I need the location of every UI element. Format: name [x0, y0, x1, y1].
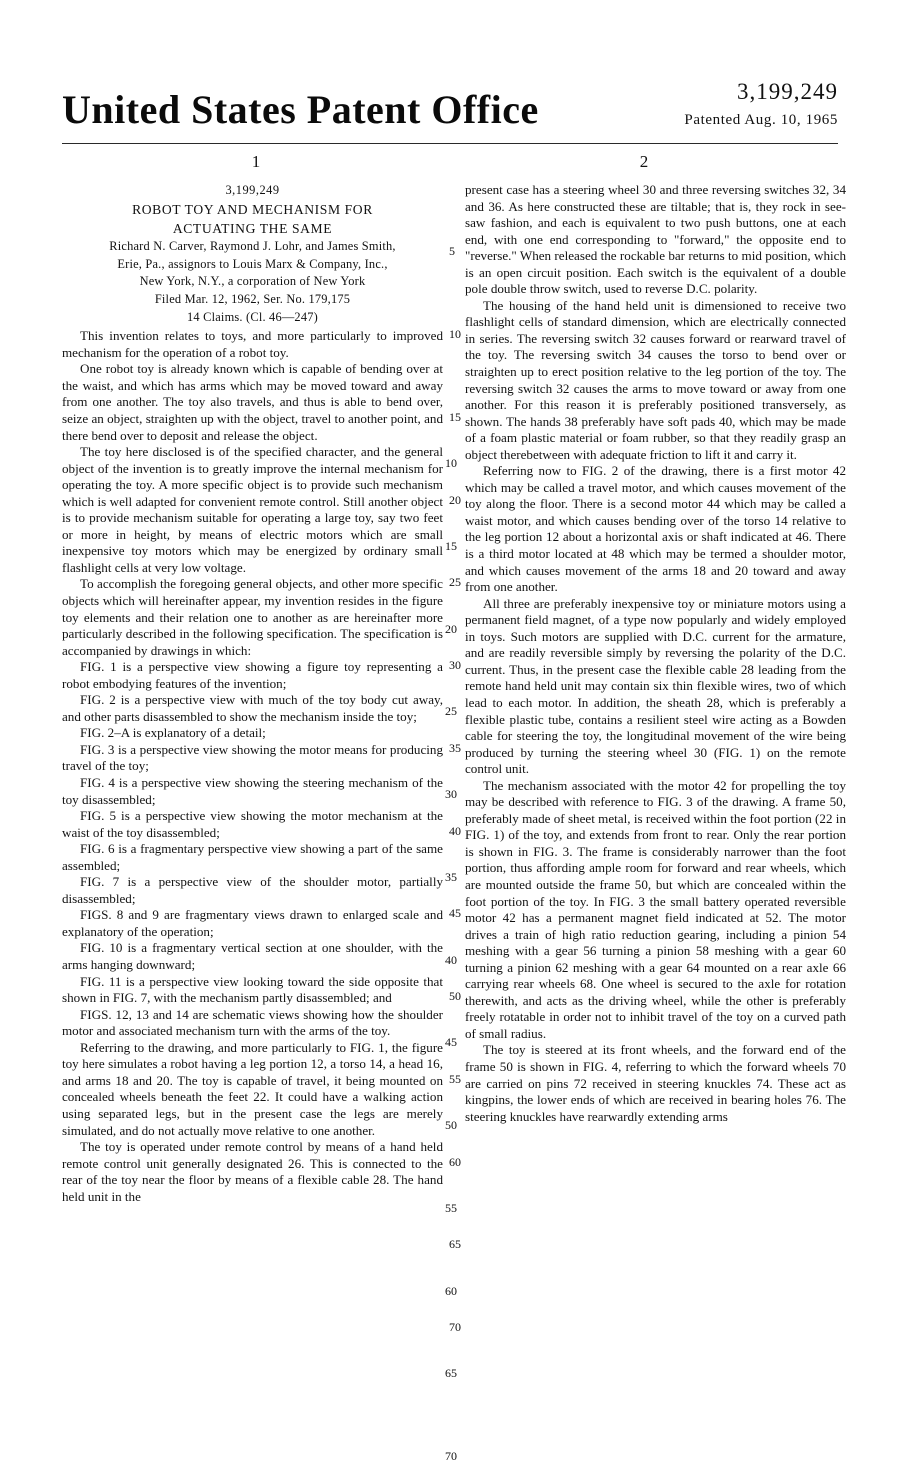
line-number: 45 — [449, 906, 461, 920]
paragraph: FIGS. 12, 13 and 14 are schematic views showing how the shoulder motor and associated mechanism turn with the arms of the toy. — [62, 1006, 443, 1039]
line-number: 60 — [445, 1284, 457, 1299]
line-number: 65 — [445, 1366, 457, 1381]
heading-number: 3,199,249 — [225, 183, 280, 197]
line-number: 55 — [449, 1072, 461, 1086]
paragraph: FIG. 1 is a perspective view showing a figure toy representing a robot embodying features of the invention; — [62, 659, 443, 691]
body-columns — [62, 182, 846, 1464]
line-number: 15 — [445, 539, 457, 554]
heading-title-line1: ROBOT TOY AND MECHANISM FOR — [132, 201, 373, 217]
heading-filed: Filed Mar. 12, 1962, Ser. No. 179,175 — [154, 292, 351, 307]
line-number: 40 — [449, 824, 461, 838]
heading-claims: 14 Claims. (Cl. 46—247) — [187, 309, 318, 324]
paragraph: FIG. 2–A is explanatory of a detail; — [80, 725, 266, 741]
heading-inventors-line2: Erie, Pa., assignors to Louis Marx & Company, Inc., — [117, 256, 388, 271]
line-number: 20 — [445, 622, 457, 637]
right-column-text — [449, 182, 846, 1334]
line-number: 25 — [445, 704, 457, 719]
line-number: 20 — [449, 493, 461, 507]
page-title: United States Patent Office — [62, 86, 539, 132]
paragraph: FIG. 2 is a perspective view with much of the toy body cut away, and other parts disassembled to show the mechanism inside the toy; — [62, 692, 443, 724]
column-number-left: 1 — [251, 152, 261, 171]
patent-number: 3,199,249 — [737, 79, 838, 104]
line-number: 70 — [449, 1320, 461, 1334]
line-number: 35 — [445, 870, 457, 885]
line-number: 25 — [449, 575, 461, 589]
paragraph: present case has a steering wheel 30 and three reversing switches 32, 34 and 36. As here constructed these are tiltable; that is, they rock in see-saw fashion, and each is equivalent to two push buttons, one at each end, with one end corresponding to "forward," the opposite end to "reverse." When released the rockable bar returns to mid position, which is an open circuit position. Each switch is the equivalent of a double pole double throw switch, used to reverse D.C. polarity. — [465, 182, 846, 297]
line-number: 50 — [445, 1118, 457, 1133]
line-number: 35 — [449, 741, 461, 755]
paragraph: FIG. 11 is a perspective view looking toward the side opposite that shown in FIG. 7, with the mechanism partly disassembled; and — [62, 973, 443, 1006]
paragraph: FIG. 7 is a perspective view of the shoulder motor, partially disassembled; — [62, 874, 443, 906]
paragraph: All three are preferably inexpensive toy or miniature motors using a permanent field magnet, of a type now popularly and widely employed in toys. Such motors are supplied with D.C. current for the armature, and are readily reversible simply by reversing the polarity of the D.C. current. Thus, in the present case the flexible cable 28 leading from the remote hand held unit may contain six thin flexible wires, two of which lead to each motor. In addition, the sheath 28, which is preferably a flexible plastic tube, contains a resilient steel wire acting as a Bowden cable for steering the toy, the longitudinal movement of the wire being produced by turning the steering wheel 30 (FIG. 1) on the remote control unit. — [465, 595, 846, 777]
paragraph: The toy here disclosed is of the specified character, and the general object of the invention is to greatly improve the internal mechanism for operating the toy. A more specific object is to provide such mechanism which is well adapted for convenient remote control. Still another object is to provide mechanism suitable for operating a large toy, say two feet or more in height, by means of electric motors which are small inexpensive toy motors which may be energized by ordinary small flashlight cells at very low voltage. — [62, 444, 443, 575]
paragraph: The housing of the hand held unit is dimensioned to receive two flashlight cells of standard dimension, which are electrically connected in series. The reversing switch 32 causes forward or rearward travel of the toy. The reversing switch 34 causes the torso to bend over or straighten up to erect position relative to the leg portion of the toy. The reversing switch 32 causes the arms to move toward or away from one another. For this reason it is preferably positioned transversely, as shown. The hands 38 preferably have soft pads 40, which may be made of a foam plastic material or foam rubber, so that they readily grasp an object therebetween with adequate friction to lift it and carry it. — [465, 297, 846, 462]
column-number-right: 2 — [639, 152, 649, 171]
paragraph: The toy is operated under remote control by means of a hand held remote control unit generally designated 26. This is connected to the rear of the toy near the floor by means of a flexible cable 28. The hand held unit in the — [62, 1139, 443, 1204]
paragraph: The mechanism associated with the motor 42 for propelling the toy may be described with reference to FIG. 3 of the drawing. A frame 50, preferably made of sheet metal, is received within the foot portion (22 in FIG. 1) of the toy, and extends from front to rear. Only the rear portion is shown in FIG. 3. The frame is considerably narrower than the foot portion, thus affording ample room for forward and rear wheels, which are mounted outside the frame 50, but which are concealed within the foot portion of the toy. In FIG. 3 the small battery operated reversible motor 42 has a permanent magnet field indicated at 52. The motor drives a train of high ratio reduction gearing, including a pinion 54 meshing with a gear 56 turning a pinion 58 meshing with a gear 60 turning a pinion 62 meshing with a gear 64 mounted on a rear axle 66 carrying rear wheels 68. One wheel is secured to the axle for rotation therewith, and acts as the driving wheel, while the other is preferably freely rotatable in order not to inhibit travel of the toy on a curved path of small radius. — [465, 777, 846, 1041]
column-left — [62, 182, 457, 1464]
left-column-text — [62, 328, 457, 1464]
heading-title-line2: ACTUATING THE SAME — [172, 220, 333, 236]
paragraph: The toy is steered at its front wheels, and the forward end of the frame 50 is shown in FIG. 4, referring to which the forward wheels 70 are carried on pins 72 received in steering knuckles 74. These act as kingpins, the lower ends of which are received in bearing holes 76. The steering knuckles have rearwardly extending arms — [465, 1042, 846, 1124]
paragraph: Referring now to FIG. 2 of the drawing, there is a first motor 42 which may be called a travel motor, and which causes movement of the toy along the floor. There is a second motor 44 which may be called a waist motor, and which causes bending over of the torso 14 relative to the leg portion 12 about a horizontal axis or shaft indicated at 46. There is a third motor located at 48 which may be termed a shoulder motor, and which causes movement of the arms 18 and 20 toward and away from one another. — [465, 463, 846, 595]
paragraph: FIG. 5 is a perspective view showing the motor mechanism at the waist of the toy disassembled; — [62, 808, 443, 840]
paragraph: FIG. 10 is a fragmentary vertical section at one shoulder, with the arms hanging downward; — [62, 940, 443, 973]
header-divider — [62, 143, 838, 144]
paragraph: FIG. 4 is a perspective view showing the steering mechanism of the toy disassembled; — [62, 775, 443, 807]
paragraph: FIGS. 8 and 9 are fragmentary views drawn to enlarged scale and explanatory of the operation; — [62, 907, 443, 939]
line-number: 30 — [449, 658, 461, 672]
line-number: 10 — [449, 327, 461, 341]
paragraph: One robot toy is already known which is capable of bending over at the waist, and which has arms which may be moved toward and away from one another. The toy also travels, and thus is able to bend over, seize an object, straighten up with the object, travel to another point, and there bend over to deposit and release the object. — [62, 361, 443, 443]
line-number: 5 — [449, 244, 455, 258]
paragraph: This invention relates to toys, and more particularly to improved mechanism for the operation of a robot toy. — [62, 328, 443, 360]
column-right — [449, 182, 846, 1334]
paragraph: FIG. 6 is a fragmentary perspective view showing a part of the same assembled; — [62, 841, 443, 873]
heading-inventors-line1: Richard N. Carver, Raymond J. Lohr, and James Smith, — [109, 239, 396, 254]
heading-inventors-line3: New York, N.Y., a corporation of New York — [139, 274, 366, 289]
column-numbers — [62, 152, 838, 172]
line-number: 15 — [449, 410, 461, 424]
patent-heading — [62, 182, 443, 326]
line-number: 70 — [445, 1449, 457, 1464]
line-number: 10 — [445, 456, 457, 471]
line-number: 55 — [445, 1201, 457, 1216]
line-number: 60 — [449, 1155, 461, 1169]
paragraph: To accomplish the foregoing general objects, and other more specific objects which will hereinafter appear, my invention resides in the figure toy elements and their relation one to another as are hereinafter more particularly described in the following specification. The specification is accompanied by drawings in which: — [62, 576, 443, 658]
patent-date: Patented Aug. 10, 1965 — [684, 111, 838, 128]
masthead — [62, 78, 838, 131]
patent-meta — [684, 78, 838, 131]
line-number: 30 — [445, 787, 457, 802]
line-number: 40 — [445, 953, 457, 968]
line-number: 50 — [449, 989, 461, 1003]
line-number: 65 — [449, 1237, 461, 1251]
paragraph: FIG. 3 is a perspective view showing the motor means for producing travel of the toy; — [62, 741, 443, 774]
paragraph: Referring to the drawing, and more particularly to FIG. 1, the figure toy here simulates a robot having a leg portion 12, a torso 14, a head 16, and arms 18 and 20. The toy is capable of travel, it being mounted on concealed wheels beneath the feet 22. It could have a walking action using separated legs, but in the present case the legs are merely simulated, and do not actually move relative to one another. — [62, 1039, 443, 1138]
line-number: 45 — [445, 1035, 457, 1050]
